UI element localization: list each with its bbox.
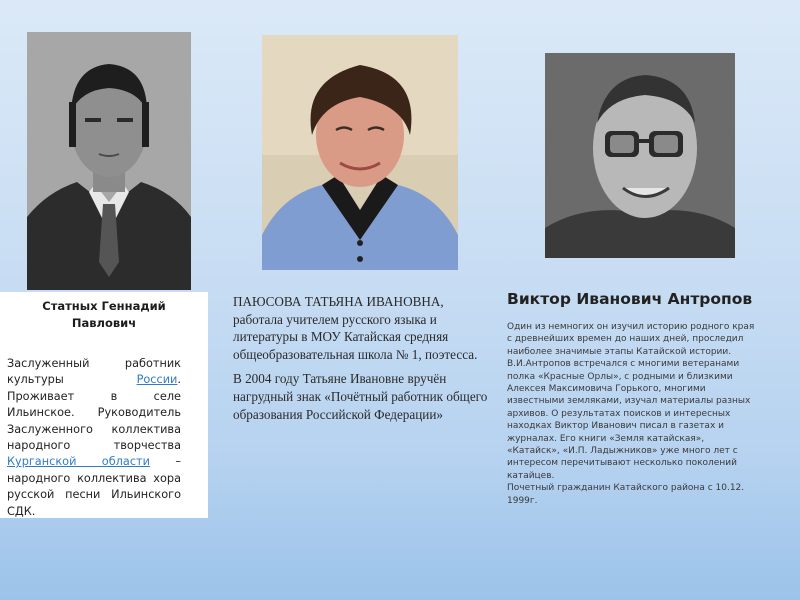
portrait-photo-statnykh [27, 32, 191, 290]
person-bio [7, 356, 181, 520]
bio-text: Заслуженный работник культуры [7, 357, 181, 387]
bio-text: – народного коллектива хора русской песни Ильинского СДК. [7, 455, 181, 518]
person-bio [507, 321, 759, 507]
portrait-photo-antropov [545, 53, 735, 258]
kurgan-region-link[interactable]: Курганской области [7, 455, 150, 469]
bio-paragraph: Один из немногих он изучил историю родного края с древнейших времен до наших дней, проследил наиболее значимые этапы Катайской истории. В.И.Антропов встречался с многими ветеранами полка «Красные Орлы», с родными и близкими Алексея Максимовича Горького, многими известными земляками, изучал материалы разных архивов. О результатах поисков и интересных находках Виктор Иванович писал в газетах и журналах. Его книги «Земля катайская», «Катайск», «И.П. Ладыжников» уже много лет с интересом перечитывают несколько поколений катайцев. [507, 322, 755, 481]
russia-link[interactable]: России [136, 373, 178, 387]
bio-block-payusova [233, 293, 495, 423]
bio-block-antropov [507, 289, 759, 507]
person-name: Статных Геннадий Павлович [42, 299, 166, 330]
award-paragraph: В 2004 году Татьяне Ивановне вручён нагрудный знак «Почётный работник общего образования Российской Федерации» [233, 371, 488, 422]
bio-card-statnykh [0, 292, 208, 518]
person-name: Виктор Иванович Антропов [507, 290, 753, 308]
bio-paragraph: ПАЮСОВА ТАТЬЯНА ИВАНОВНА, работала учителем русского языка и литературы в МОУ Катайская средняя общеобразовательная школа № 1, поэтесса. [233, 294, 478, 362]
honor-line: Почетный гражданин Катайского района с 10.12. 1999г. [507, 483, 745, 506]
bio-text: . Проживает в селе Ильинское. Руководитель Заслуженного коллектива народного творчества [7, 373, 181, 453]
portrait-photo-payusova [262, 35, 458, 270]
